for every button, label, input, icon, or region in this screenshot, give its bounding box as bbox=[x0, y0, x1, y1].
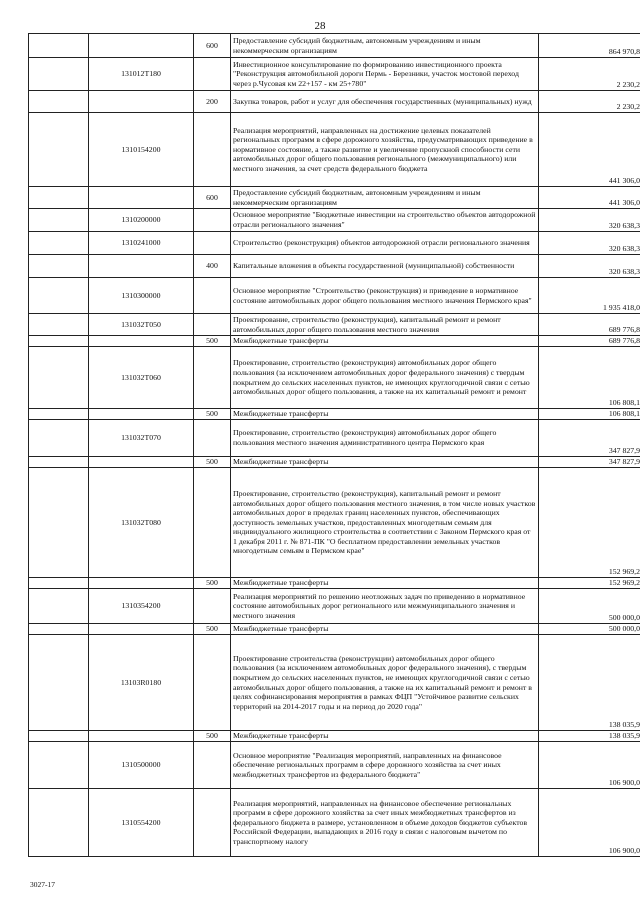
table-row bbox=[29, 232, 640, 255]
amount-value: 106 808,1 bbox=[539, 409, 640, 420]
table-row bbox=[29, 578, 640, 589]
table-row bbox=[29, 468, 640, 578]
empty-cell bbox=[29, 336, 89, 347]
expense-type-code bbox=[194, 209, 231, 232]
expense-type-code bbox=[194, 789, 231, 857]
target-article-code: 1310500000 bbox=[89, 742, 194, 789]
table-row bbox=[29, 278, 640, 314]
empty-cell bbox=[29, 187, 89, 209]
amount-value: 106 808,1 bbox=[539, 347, 640, 409]
target-article-code: 131012Т180 bbox=[89, 58, 194, 91]
empty-cell bbox=[29, 314, 89, 336]
table-row bbox=[29, 420, 640, 457]
expense-type-code: 200 bbox=[194, 91, 231, 113]
target-article-code: 131032Т060 bbox=[89, 347, 194, 409]
budget-table-body bbox=[29, 34, 640, 857]
empty-cell bbox=[29, 635, 89, 731]
amount-value: 347 827,9 bbox=[539, 457, 640, 468]
target-article-code: 131032Т080 bbox=[89, 468, 194, 578]
target-article-code: 1310200000 bbox=[89, 209, 194, 232]
item-description: Межбюджетные трансферты bbox=[231, 578, 539, 589]
amount-value: 689 776,8 bbox=[539, 336, 640, 347]
amount-value: 320 638,3 bbox=[539, 232, 640, 255]
empty-cell bbox=[29, 58, 89, 91]
expense-type-code bbox=[194, 58, 231, 91]
expense-type-code: 500 bbox=[194, 624, 231, 635]
table-row bbox=[29, 457, 640, 468]
item-description: Предоставление субсидий бюджетным, автономным учреждениям и иным некоммерческим организациям bbox=[231, 187, 539, 209]
target-article-code: 1310154200 bbox=[89, 113, 194, 187]
amount-value: 138 035,9 bbox=[539, 731, 640, 742]
target-article-code bbox=[89, 624, 194, 635]
table-row bbox=[29, 635, 640, 731]
table-row bbox=[29, 589, 640, 624]
expense-type-code bbox=[194, 468, 231, 578]
expense-type-code: 500 bbox=[194, 336, 231, 347]
table-row bbox=[29, 409, 640, 420]
target-article-code: 1310241000 bbox=[89, 232, 194, 255]
target-article-code bbox=[89, 409, 194, 420]
empty-cell bbox=[29, 578, 89, 589]
table-row bbox=[29, 347, 640, 409]
empty-cell bbox=[29, 409, 89, 420]
expense-type-code bbox=[194, 347, 231, 409]
target-article-code: 13103R0180 bbox=[89, 635, 194, 731]
target-article-code: 1310554200 bbox=[89, 789, 194, 857]
item-description: Закупка товаров, работ и услуг для обеспечения государственных (муниципальных) нужд bbox=[231, 91, 539, 113]
expense-type-code bbox=[194, 278, 231, 314]
target-article-code bbox=[89, 336, 194, 347]
item-description: Проектирование, строительство (реконструкция), капитальный ремонт и ремонт автомобильных дорог общего пользования местного значения bbox=[231, 314, 539, 336]
item-description: Капитальные вложения в объекты государственной (муниципальной) собственности bbox=[231, 255, 539, 278]
target-article-code: 1310300000 bbox=[89, 278, 194, 314]
amount-value: 106 900,0 bbox=[539, 789, 640, 857]
expense-type-code bbox=[194, 314, 231, 336]
page-number: 28 bbox=[314, 20, 326, 32]
target-article-code bbox=[89, 731, 194, 742]
item-description: Основное мероприятие "Строительство (реконструкция) и приведение в нормативное состояние автомобильных дорог общего пользования местного значения Пермского края" bbox=[231, 278, 539, 314]
table-row bbox=[29, 789, 640, 857]
empty-cell bbox=[29, 255, 89, 278]
item-description: Основное мероприятие "Бюджетные инвестиции на строительство объектов автодорожной отрасли регионального значения" bbox=[231, 209, 539, 232]
expense-type-code bbox=[194, 589, 231, 624]
item-description: Реализация мероприятий по решению неотложных задач по приведению в нормативное состояние автомобильных дорог регионального или межмуниципального значения и местного значения bbox=[231, 589, 539, 624]
empty-cell bbox=[29, 34, 89, 58]
expense-type-code bbox=[194, 635, 231, 731]
table-row bbox=[29, 187, 640, 209]
target-article-code: 1310354200 bbox=[89, 589, 194, 624]
item-description: Проектирование, строительство (реконструкция) автомобильных дорог общего пользования местного значения административного центра Пермского края bbox=[231, 420, 539, 457]
item-description: Межбюджетные трансферты bbox=[231, 409, 539, 420]
target-article-code bbox=[89, 457, 194, 468]
expense-type-code: 500 bbox=[194, 578, 231, 589]
expense-type-code bbox=[194, 113, 231, 187]
expense-type-code: 600 bbox=[194, 34, 231, 58]
expense-type-code: 400 bbox=[194, 255, 231, 278]
amount-value: 106 900,0 bbox=[539, 742, 640, 789]
item-description: Реализация мероприятий, направленных на финансовое обеспечение региональных программ в сфере дорожного хозяйства за счет иных межбюджетных трансфертов из федерального бюджета в размере, установленном в объеме доходов бюджетов субъектов Российской Федерации, выпадающих в 2016 году в связи с налоговым вычетом по транспортному налогу bbox=[231, 789, 539, 857]
item-description: Реализация мероприятий, направленных на достижение целевых показателей региональных программ в сфере дорожного хозяйства, предусматривающих приведение в нормативное состояние, а также развитие и увеличение пропускной способности сети автомобильных дорог общего пользования регионального (межмуниципального) или местного значения, за счет средств федерального бюджета bbox=[231, 113, 539, 187]
item-description: Строительство (реконструкция) объектов автодорожной отрасли регионального значения bbox=[231, 232, 539, 255]
table-row bbox=[29, 91, 640, 113]
amount-value: 2 230,2 bbox=[539, 58, 640, 91]
amount-value: 1 935 418,0 bbox=[539, 278, 640, 314]
expense-type-code: 500 bbox=[194, 731, 231, 742]
empty-cell bbox=[29, 742, 89, 789]
table-row bbox=[29, 742, 640, 789]
amount-value: 320 638,3 bbox=[539, 255, 640, 278]
table-row bbox=[29, 336, 640, 347]
table-row bbox=[29, 58, 640, 91]
table-row bbox=[29, 255, 640, 278]
table-row bbox=[29, 624, 640, 635]
amount-value: 500 000,0 bbox=[539, 624, 640, 635]
target-article-code bbox=[89, 578, 194, 589]
target-article-code bbox=[89, 255, 194, 278]
expense-type-code bbox=[194, 742, 231, 789]
budget-table bbox=[28, 33, 640, 857]
amount-value: 500 000,0 bbox=[539, 589, 640, 624]
item-description: Межбюджетные трансферты bbox=[231, 457, 539, 468]
item-description: Межбюджетные трансферты bbox=[231, 624, 539, 635]
expense-type-code: 600 bbox=[194, 187, 231, 209]
empty-cell bbox=[29, 789, 89, 857]
amount-value: 347 827,9 bbox=[539, 420, 640, 457]
empty-cell bbox=[29, 731, 89, 742]
table-row bbox=[29, 34, 640, 58]
item-description: Проектирование, строительство (реконструкция) автомобильных дорог общего пользования (за исключением автомобильных дорог федерального значения) с твердым покрытием до сельских населенных пунктов, не имеющих круглогодичной связи с сетью автомобильных дорог общего пользования, а также на их капитальный ремонт и ремонт bbox=[231, 347, 539, 409]
item-description: Проектирование строительства (реконструкции) автомобильных дорог общего пользования (за исключением автомобильных дорог федерального значения), с твердым покрытием до сельских населенных пунктов, не имеющих круглогодичной связи с сетью автомобильных дорог общего пользования, а также на их капитальный ремонт и ремонт в целях софинансирования мероприятия в рамках ФЦП "Устойчивое развитие сельских территорий на 2014-2017 годы и на период до 2020 года" bbox=[231, 635, 539, 731]
target-article-code bbox=[89, 91, 194, 113]
expense-type-code bbox=[194, 232, 231, 255]
item-description: Инвестиционное консультирование по формированию инвестиционного проекта "Реконструкция автомобильной дороги Пермь - Березники, участок мостовой переход через р.Чусовая км 22+157 - км 25+780" bbox=[231, 58, 539, 91]
expense-type-code: 500 bbox=[194, 409, 231, 420]
empty-cell bbox=[29, 113, 89, 187]
target-article-code: 131032Т070 bbox=[89, 420, 194, 457]
expense-type-code bbox=[194, 420, 231, 457]
table-row bbox=[29, 113, 640, 187]
empty-cell bbox=[29, 420, 89, 457]
amount-value: 689 776,8 bbox=[539, 314, 640, 336]
empty-cell bbox=[29, 278, 89, 314]
amount-value: 2 230,2 bbox=[539, 91, 640, 113]
item-description: Предоставление субсидий бюджетным, автономным учреждениям и иным некоммерческим организациям bbox=[231, 34, 539, 58]
empty-cell bbox=[29, 209, 89, 232]
footer-code: 3027-17 bbox=[30, 880, 55, 889]
table-row bbox=[29, 731, 640, 742]
empty-cell bbox=[29, 457, 89, 468]
amount-value: 138 035,9 bbox=[539, 635, 640, 731]
table-row bbox=[29, 209, 640, 232]
item-description: Межбюджетные трансферты bbox=[231, 336, 539, 347]
target-article-code: 131032Т050 bbox=[89, 314, 194, 336]
item-description: Межбюджетные трансферты bbox=[231, 731, 539, 742]
amount-value: 864 970,8 bbox=[539, 34, 640, 58]
empty-cell bbox=[29, 232, 89, 255]
empty-cell bbox=[29, 624, 89, 635]
target-article-code bbox=[89, 34, 194, 58]
table-row bbox=[29, 314, 640, 336]
target-article-code bbox=[89, 187, 194, 209]
item-description: Основное мероприятие "Реализация мероприятий, направленных на финансовое обеспечение региональных программ в сфере дорожного хозяйства за счет иных межбюджетных трансфертов из федерального бюджета" bbox=[231, 742, 539, 789]
expense-type-code: 500 bbox=[194, 457, 231, 468]
empty-cell bbox=[29, 468, 89, 578]
amount-value: 152 969,2 bbox=[539, 578, 640, 589]
empty-cell bbox=[29, 91, 89, 113]
empty-cell bbox=[29, 347, 89, 409]
empty-cell bbox=[29, 589, 89, 624]
amount-value: 441 306,0 bbox=[539, 187, 640, 209]
amount-value: 152 969,2 bbox=[539, 468, 640, 578]
amount-value: 441 306,0 bbox=[539, 113, 640, 187]
amount-value: 320 638,3 bbox=[539, 209, 640, 232]
item-description: Проектирование, строительство (реконструкция), капитальный ремонт и ремонт автомобильных дорог общего пользования местного значения, в том числе новых участков автомобильных дорог в пределах границ населенных пунктов, обеспечивающих доступность земельных участков, предоставленных многодетным семьям для индивидуального жилищного строительства в соответствии с Законом Пермского края от 1 декабря 2011 г. № 871-ПК "О бесплатном предоставлении земельных участков многодетным семьям в Пермском крае" bbox=[231, 468, 539, 578]
